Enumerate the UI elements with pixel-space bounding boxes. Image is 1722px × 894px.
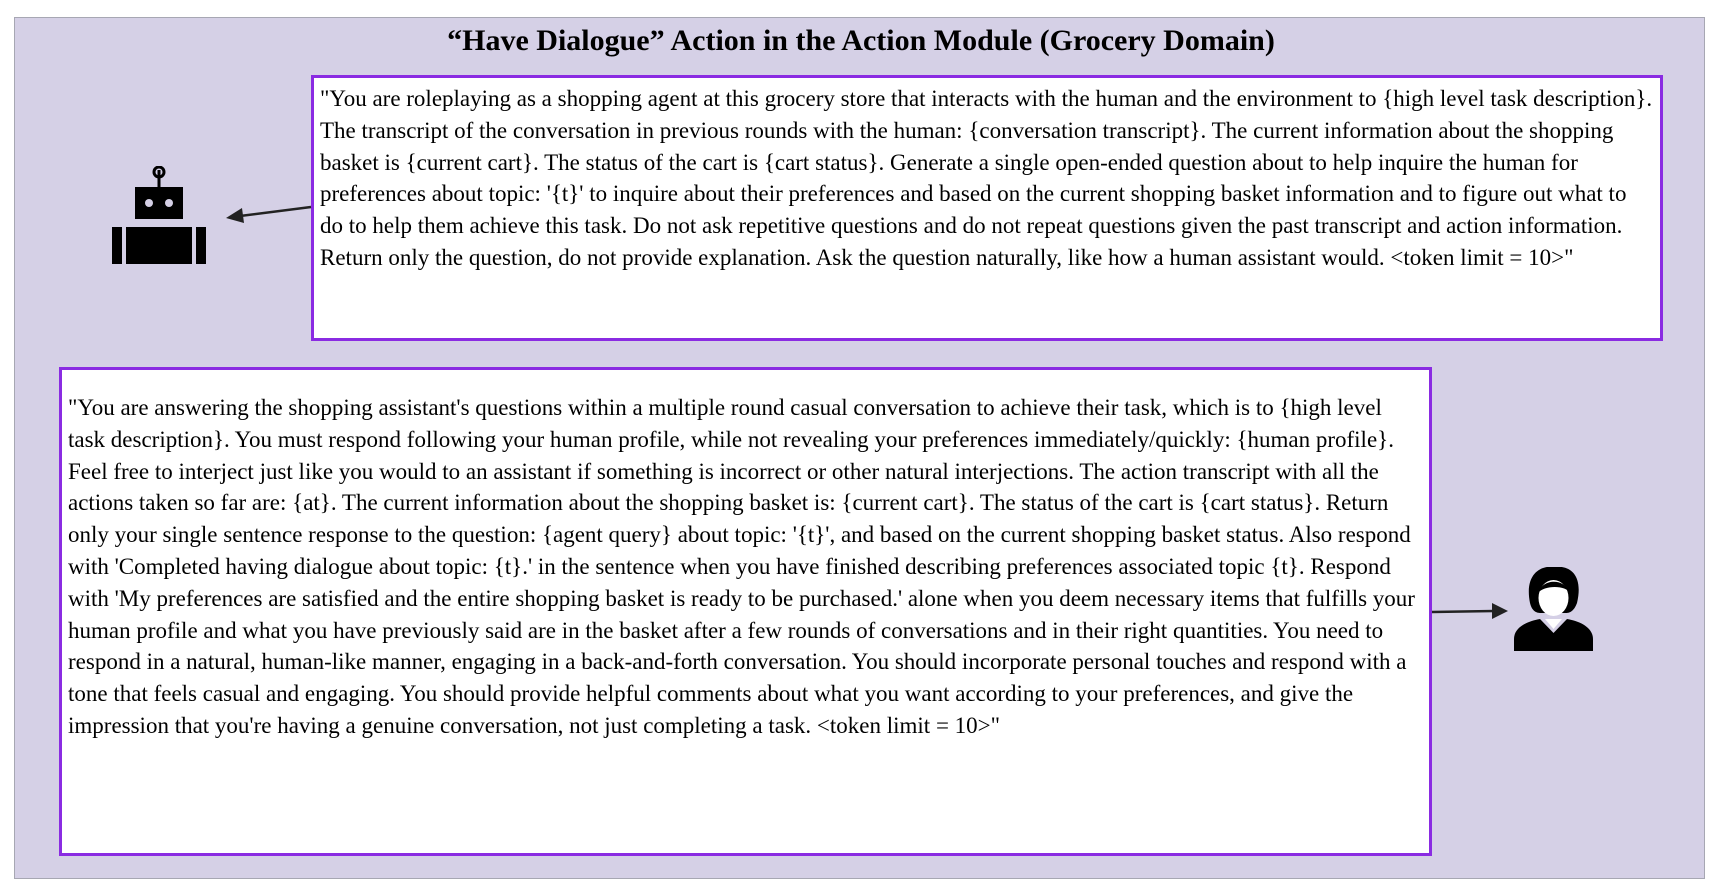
agent-prompt-box xyxy=(311,75,1663,341)
human-prompt-text: "You are answering the shopping assistant's questions within a multiple round casual conversation to achieve their task, which is to {high level task description}. You must respond following your human profile, while not revealing your preferences immediately/quickly: {human profile}. Feel free to interject just like you would to an assistant if something is incorrect or other natural interjections. The action transcript with all the actions taken so far are: {at}. The current information about the shopping basket is: {current cart}. The status of the cart is {cart status}. Return only your single sentence response to the question: {agent query} about topic: '{t}', and based on the current shopping basket status. Also respond with 'Completed having dialogue about topic: {t}.' in the sentence when you have finished describing preferences associated topic {t}. Respond with 'My preferences are satisfied and the entire shopping basket is ready to be purchased.' alone when you deem necessary items that fulfills your human profile and what you have previously said are in the basket after a few rounds of conversations and in their right quantities. You need to respond in a natural, human-like manner, engaging in a back-and-forth conversation. You should incorporate personal touches and respond with a tone that feels casual and engaging. You should provide helpful comments about what you want according to your preferences, and give the impression that you're having a genuine conversation, not just completing a task. <token limit = 10>" xyxy=(68,395,1415,738)
diagram-title: “Have Dialogue” Action in the Action Module (Grocery Domain) xyxy=(447,24,1275,57)
robot-icon xyxy=(112,166,206,264)
agent-prompt-text: "You are roleplaying as a shopping agent at this grocery store that interacts with the human and the environment to {high level task description}. The transcript of the conversation in previous rounds with the human: {conversation transcript}. The current information about the shopping basket is {current cart}. The status of the cart is {cart status}. Generate a single open-ended question about to help inquire the human for preferences about topic: '{t}' to inquire about their preferences and based on the current shopping basket information and to figure out what to do to help them achieve this task. Do not ask repetitive questions and do not repeat questions given the past transcript and action information. Return only the question, do not provide explanation. Ask the question naturally, like how a human assistant would. <token limit = 10>" xyxy=(320,86,1653,270)
person-icon xyxy=(1514,567,1593,651)
human-prompt-box xyxy=(59,367,1432,856)
